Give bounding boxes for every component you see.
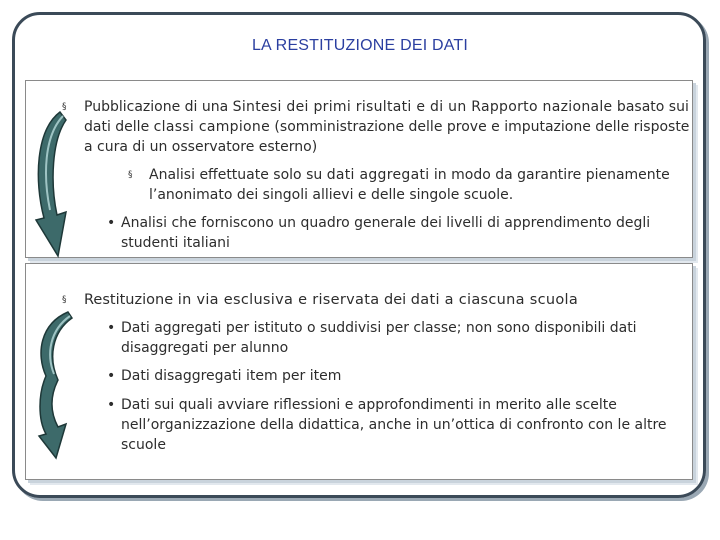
slide-title: LA RESTITUZIONE DEI DATI (251, 37, 469, 54)
section-2-emphasis-1: in via esclusiva e riservata (177, 292, 380, 308)
section-1-emphasis-2: classi campione (153, 119, 270, 135)
square-bullet-icon: § (62, 102, 67, 112)
square-bullet-icon: § (128, 170, 133, 180)
round-bullet-icon: • (107, 320, 116, 336)
sub-2-text: Analisi che forniscono un quadro generale dei livelli di apprendimento degli studenti italiani (121, 215, 651, 251)
section-2-sub-bullet-3 (107, 395, 667, 455)
sub-bullet-text: Dati disaggregati item per item (121, 368, 342, 384)
round-bullet-icon: • (107, 368, 116, 384)
section-1-tail: (somministrazione delle prove e imputazione delle risposte a cura di un osservatore esterno) (84, 119, 690, 155)
sub-1-post: in modo da garantire pienamente l’anonimato dei singoli allievi e delle singole scuole. (149, 167, 670, 203)
section-2-emphasis-2: dati a ciascuna scuola (410, 292, 579, 308)
section-2-sub-bullet-2 (107, 366, 692, 386)
sub-bullet-text: Dati sui quali avviare riflessioni e approfondimenti in merito alle scelte nell’organizzazione della didattica, anche in un’ottica di confronto con le altre scuole (121, 397, 667, 453)
section-1-intro: Pubblicazione di una (84, 99, 233, 115)
section-1-emphasis-1: Sintesi dei primi risultati e di un Rapporto nazionale (232, 99, 613, 115)
section-2-bullet (62, 290, 690, 310)
sub-1-pre: Analisi effettuate solo su (149, 167, 327, 183)
section-1-bullet (62, 97, 690, 157)
sub-bullet-text: Dati aggregati per istituto o suddivisi per classe; non sono disponibili dati disaggregati per alunno (121, 320, 637, 356)
curved-arrow-icon (36, 310, 76, 460)
sub-1-emphasis: dati aggregati (326, 167, 430, 183)
round-bullet-icon: • (107, 215, 116, 231)
round-bullet-icon: • (107, 397, 116, 413)
section-2-sub-bullet-1 (107, 318, 692, 358)
section-1-sub-bullet-2 (107, 213, 667, 253)
square-bullet-icon: § (62, 295, 67, 305)
section-2-intro: Restituzione (84, 292, 178, 308)
section-1-sub-bullet-1 (128, 165, 678, 205)
section-2-mid: dei (379, 292, 411, 308)
section-1-mid: basato sui dati delle (84, 99, 689, 135)
